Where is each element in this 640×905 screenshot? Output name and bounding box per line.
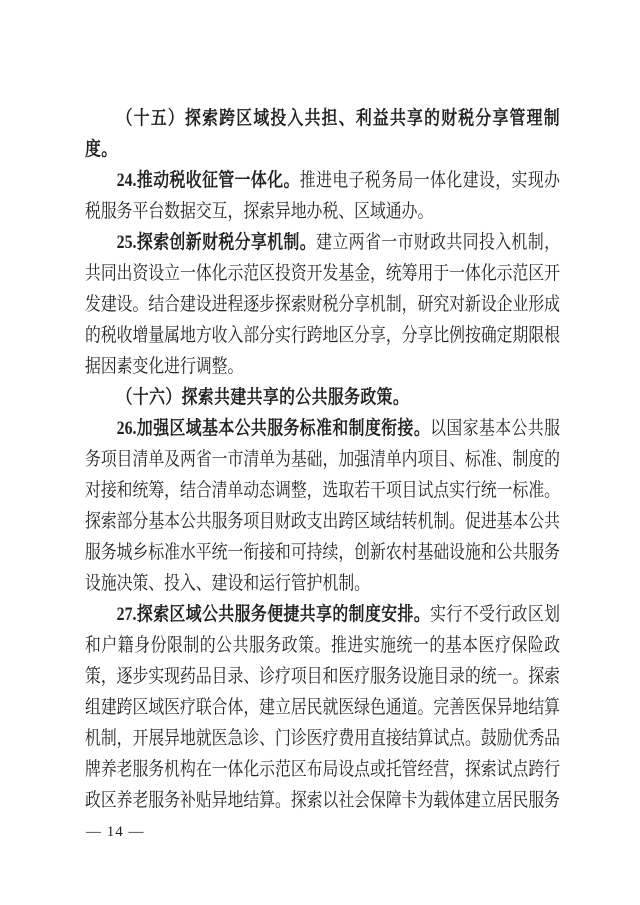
paragraph-lead: 26.加强区域基本公共服务标准和制度衔接。 <box>116 418 431 439</box>
numbered-item <box>85 413 560 599</box>
paragraph-text: 建立两省一市财政共同投入机制，共同出资设立一体化示范区投资开发基金，统筹用于一体化示范区开发建设。结合建设进程逐步探索财税分享机制，研究对新设企业形成的税收增量属地方收入部分实行跨地区分享，分享比例按确定期限根据因素变化进行调整。 <box>85 232 560 377</box>
paragraph-lead: 25.探索创新财税分享机制。 <box>116 232 317 253</box>
paragraph-text: 推进电子税务局一体化建设，实现办税服务平台数据交互，探索异地办税、区域通办。 <box>85 170 560 222</box>
document-body <box>85 103 560 816</box>
paragraph-lead: （十六）探索共建共享的公共服务政策。 <box>116 387 410 408</box>
paragraph-lead: （十五）探索跨区域投入共担、利益共享的财税分享管理制度。 <box>85 108 560 160</box>
page-footer <box>86 822 145 842</box>
section-heading <box>85 382 560 413</box>
paragraph-text: 实行不受行政区划和户籍身份限制的公共服务政策。推进实施统一的基本医疗保险政策，逐步实现药品目录、诊疗项目和医疗服务设施目录的统一。探索组建跨区域医疗联合体，建立居民就医绿色通道。完善医保异地结算机制，开展异地就医急诊、门诊医疗费用直接结算试点。鼓励优秀品牌养老服务机构在一体化示范区布局设点或托管经营，探索试点跨行政区养老服务补贴异地结算。探索以社会保障卡为载体建立居民服务 <box>85 604 560 811</box>
paragraph-lead: 27.探索区域公共服务便捷共享的制度安排。 <box>116 604 431 625</box>
section-heading <box>85 103 560 165</box>
numbered-item <box>85 227 560 382</box>
paragraph-lead: 24.推动税收征管一体化。 <box>116 170 300 191</box>
page-number: — 14 — <box>86 824 145 840</box>
numbered-item <box>85 165 560 227</box>
paragraph-text: 以国家基本公共服务项目清单及两省一市清单为基础，加强清单内项目、标准、制度的对接和统筹，结合清单动态调整，选取若干项目试点实行统一标准。探索部分基本公共服务项目财政支出跨区域结转机制。促进基本公共服务城乡标准水平统一衔接和可持续，创新农村基础设施和公共服务设施决策、投入、建设和运行管护机制。 <box>85 418 560 594</box>
numbered-item <box>85 599 560 816</box>
